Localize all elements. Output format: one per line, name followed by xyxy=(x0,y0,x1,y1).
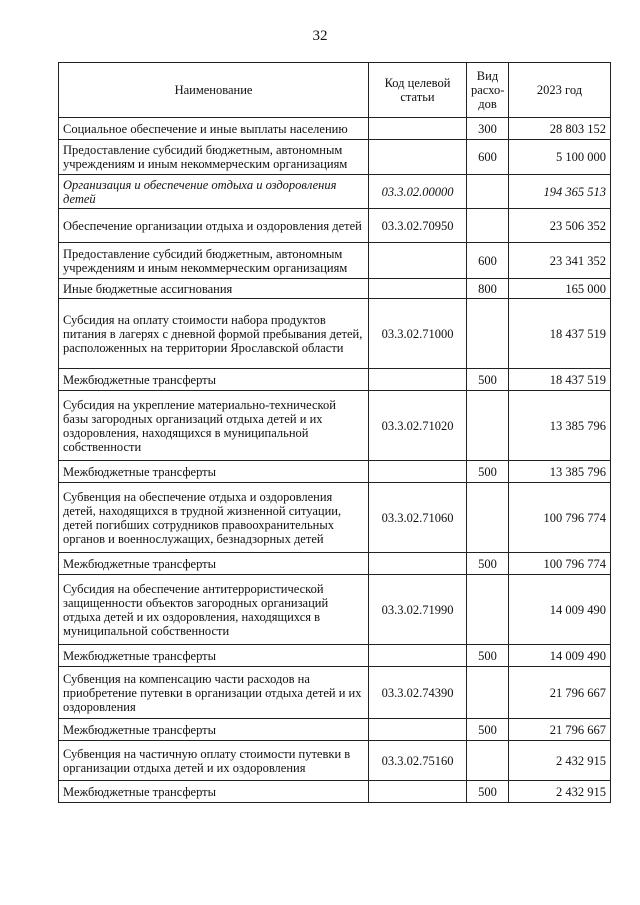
cell-amount: 2 432 915 xyxy=(509,781,611,803)
cell-kind xyxy=(467,299,509,369)
cell-amount: 13 385 796 xyxy=(509,391,611,461)
budget-table xyxy=(58,62,611,803)
table-row xyxy=(59,719,611,741)
cell-code: 03.3.02.75160 xyxy=(369,741,467,781)
cell-code: 03.3.02.74390 xyxy=(369,667,467,719)
cell-code: 03.3.02.00000 xyxy=(369,175,467,209)
cell-amount: 18 437 519 xyxy=(509,299,611,369)
table-row xyxy=(59,140,611,175)
cell-kind xyxy=(467,483,509,553)
cell-kind: 500 xyxy=(467,781,509,803)
header-amount: 2023 год xyxy=(509,63,611,118)
cell-code xyxy=(369,118,467,140)
cell-kind: 500 xyxy=(467,461,509,483)
cell-code xyxy=(369,140,467,175)
cell-name: Иные бюджетные ассигнования xyxy=(59,279,369,299)
cell-kind: 500 xyxy=(467,553,509,575)
cell-code: 03.3.02.71990 xyxy=(369,575,467,645)
cell-amount: 23 341 352 xyxy=(509,243,611,279)
cell-name: Социальное обеспечение и иные выплаты населению xyxy=(59,118,369,140)
cell-amount: 100 796 774 xyxy=(509,553,611,575)
table-row xyxy=(59,299,611,369)
cell-amount: 21 796 667 xyxy=(509,719,611,741)
table-row xyxy=(59,667,611,719)
cell-name: Межбюджетные трансферты xyxy=(59,369,369,391)
table-row xyxy=(59,369,611,391)
table-header-row xyxy=(59,63,611,118)
table-row xyxy=(59,553,611,575)
table-row xyxy=(59,243,611,279)
cell-code xyxy=(369,781,467,803)
cell-amount: 28 803 152 xyxy=(509,118,611,140)
cell-kind xyxy=(467,667,509,719)
header-code: Код целевой статьи xyxy=(369,63,467,118)
cell-name: Предоставление субсидий бюджетным, автономным учреждениям и иным некоммерческим организациям xyxy=(59,140,369,175)
table-body xyxy=(59,118,611,803)
cell-name: Межбюджетные трансферты xyxy=(59,553,369,575)
cell-kind xyxy=(467,175,509,209)
cell-name: Межбюджетные трансферты xyxy=(59,645,369,667)
table-row xyxy=(59,741,611,781)
cell-name: Предоставление субсидий бюджетным, автономным учреждениям и иным некоммерческим организациям xyxy=(59,243,369,279)
table-row xyxy=(59,175,611,209)
cell-code xyxy=(369,553,467,575)
cell-name: Субсидия на обеспечение антитеррористической защищенности объектов загородных организаций отдыха детей и их оздоровления, находящихся в муниципальной собственности xyxy=(59,575,369,645)
cell-amount: 165 000 xyxy=(509,279,611,299)
cell-code xyxy=(369,369,467,391)
cell-code xyxy=(369,279,467,299)
cell-amount: 100 796 774 xyxy=(509,483,611,553)
cell-name: Межбюджетные трансферты xyxy=(59,461,369,483)
table-row xyxy=(59,483,611,553)
cell-amount: 14 009 490 xyxy=(509,575,611,645)
cell-amount: 2 432 915 xyxy=(509,741,611,781)
header-name: Наименование xyxy=(59,63,369,118)
cell-name: Обеспечение организации отдыха и оздоровления детей xyxy=(59,209,369,243)
cell-kind: 800 xyxy=(467,279,509,299)
cell-name: Субсидия на укрепление материально-технической базы загородных организаций отдыха детей и их оздоровления, находящихся в муниципальной собственности xyxy=(59,391,369,461)
cell-code: 03.3.02.71000 xyxy=(369,299,467,369)
page-number: 32 xyxy=(312,28,328,44)
table-row xyxy=(59,209,611,243)
cell-amount: 194 365 513 xyxy=(509,175,611,209)
table-row xyxy=(59,781,611,803)
cell-kind: 300 xyxy=(467,118,509,140)
cell-amount: 21 796 667 xyxy=(509,667,611,719)
cell-amount: 23 506 352 xyxy=(509,209,611,243)
cell-code xyxy=(369,243,467,279)
table-row xyxy=(59,118,611,140)
cell-kind xyxy=(467,391,509,461)
cell-code: 03.3.02.71060 xyxy=(369,483,467,553)
cell-kind xyxy=(467,741,509,781)
cell-amount: 18 437 519 xyxy=(509,369,611,391)
cell-kind: 500 xyxy=(467,719,509,741)
cell-kind: 500 xyxy=(467,645,509,667)
cell-kind: 600 xyxy=(467,243,509,279)
header-kind: Вид расхо-дов xyxy=(467,63,509,118)
cell-amount: 5 100 000 xyxy=(509,140,611,175)
cell-code xyxy=(369,719,467,741)
cell-name: Субвенция на частичную оплату стоимости путевки в организации отдыха детей и их оздоровления xyxy=(59,741,369,781)
cell-amount: 13 385 796 xyxy=(509,461,611,483)
cell-name: Межбюджетные трансферты xyxy=(59,719,369,741)
table-row xyxy=(59,279,611,299)
cell-code: 03.3.02.70950 xyxy=(369,209,467,243)
table-row xyxy=(59,461,611,483)
cell-kind xyxy=(467,209,509,243)
cell-name: Межбюджетные трансферты xyxy=(59,781,369,803)
cell-name: Субсидия на оплату стоимости набора продуктов питания в лагерях с дневной формой пребывания детей, расположенных на территории Ярославской области xyxy=(59,299,369,369)
cell-name: Субвенция на обеспечение отдыха и оздоровления детей, находящихся в трудной жизненной ситуации, детей погибших сотрудников правоохранительных органов и военнослужащих, безнадзорных детей xyxy=(59,483,369,553)
cell-code: 03.3.02.71020 xyxy=(369,391,467,461)
cell-name: Субвенция на компенсацию части расходов на приобретение путевки в организации отдыха детей и их оздоровления xyxy=(59,667,369,719)
table-row xyxy=(59,575,611,645)
table-row xyxy=(59,645,611,667)
cell-code xyxy=(369,461,467,483)
cell-amount: 14 009 490 xyxy=(509,645,611,667)
cell-kind: 600 xyxy=(467,140,509,175)
cell-name: Организация и обеспечение отдыха и оздоровления детей xyxy=(59,175,369,209)
table-row xyxy=(59,391,611,461)
cell-kind: 500 xyxy=(467,369,509,391)
cell-code xyxy=(369,645,467,667)
cell-kind xyxy=(467,575,509,645)
